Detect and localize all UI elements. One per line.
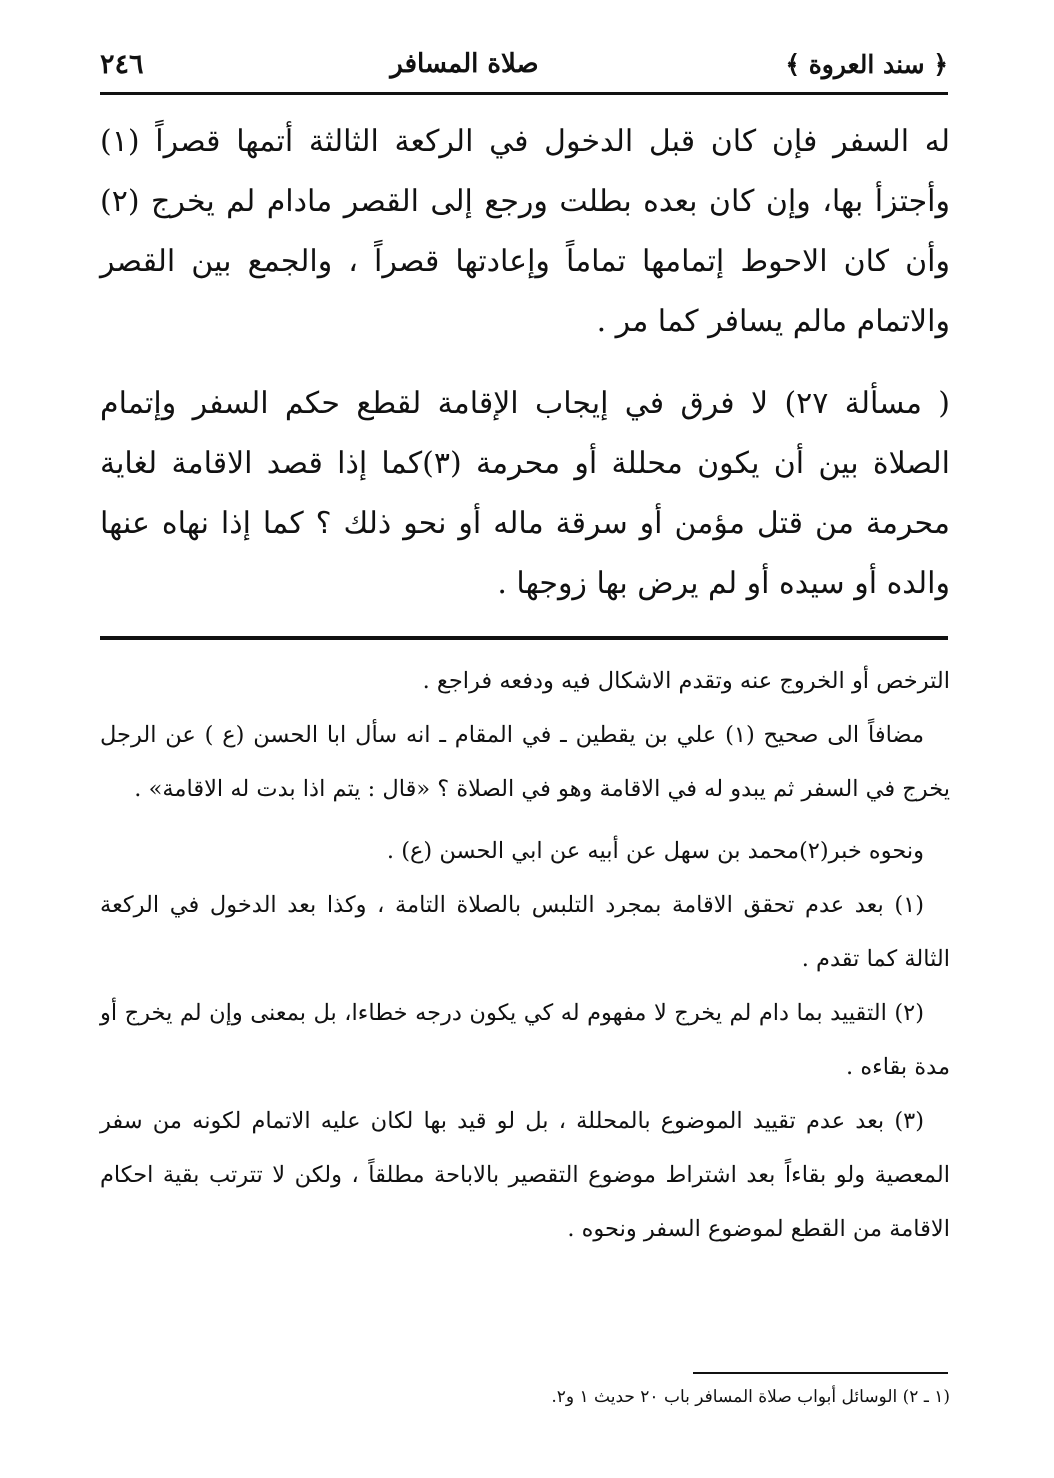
footnote-item: (١) بعد عدم تحقق الاقامة بمجرد التلبس بالصلاة التامة ، وكذا بعد الدخول في الركعة الثالة كما تقدم . bbox=[100, 892, 950, 972]
body-paragraph: له السفر فإن كان قبل الدخول في الركعة الثالثة أتمها قصراً (١) وأجتزأ بها، وإن كان بعده بطلت ورجع إلى القصر مادام لم يخرج (٢) وأن كان الاحوط إتمامها تماماً وإعادتها قصراً ، والجمع بين القصر والاتمام مالم يسافر كما مر . bbox=[100, 124, 950, 339]
footnote-item: (٢) التقييد بما دام لم يخرج لا مفهوم له كي يكون درجه خطاءا، بل بمعنى وإن لم يخرج أو مدة بقاءه . bbox=[100, 1000, 950, 1080]
page-header bbox=[100, 40, 948, 88]
page-number: ٢٤٦ bbox=[100, 48, 144, 80]
footnote-divider bbox=[100, 636, 948, 640]
footnote-narration: مضافاً الى صحيح (١) علي بن يقطين ـ في المقام ـ انه سأل ابا الحسن (ع ) عن الرجل يخرج في السفر ثم يبدو له في الاقامة وهو في الصلاة ؟ «قال : يتم اذا بدت له الاقامة» . bbox=[100, 722, 950, 802]
main-text bbox=[100, 112, 950, 614]
footnote-continuation: الترخص أو الخروج عنه وتقدم الاشكال فيه ودفعه فراجع . bbox=[422, 668, 950, 694]
footnote-item: (٣) بعد عدم تقييد الموضوع بالمحللة ، بل لو قيد بها لكان عليه الاتمام لكونه من سفر المعصية ولو بقاءاً بعد اشتراط موضوع التقصير بالاباحة مطلقاً ، ولكن لا تترتب بقية احكام الاقامة من القطع لموضوع السفر ونحوه . bbox=[100, 1108, 950, 1242]
footnotes bbox=[100, 654, 950, 1256]
source-reference: (١ ـ ٢) الوسائل أبواب صلاة المسافر باب ٢٠ حديث ١ و٢. bbox=[551, 1387, 950, 1407]
body-paragraph: ( مسألة ٢٧) لا فرق في إيجاب الإقامة لقطع حكم السفر وإتمام الصلاة بين أن يكون محللة أو محرمة (٣)كما إذا قصد الاقامة لغاية محرمة من قتل مؤمن أو سرقة ماله أو نحو ذلك ؟ كما إذا نهاه عنها والده أو سيده أو لم يرض بها زوجها . bbox=[100, 386, 950, 601]
source-divider bbox=[693, 1372, 948, 1374]
book-title: ﴿ سند العروة ﴾ bbox=[785, 49, 948, 79]
header-divider bbox=[100, 92, 948, 95]
footnote-narration: ونحوه خبر(٢)محمد بن سهل عن أبيه عن ابي الحسن (ع) . bbox=[386, 838, 924, 864]
chapter-title: صلاة المسافر bbox=[390, 49, 539, 79]
